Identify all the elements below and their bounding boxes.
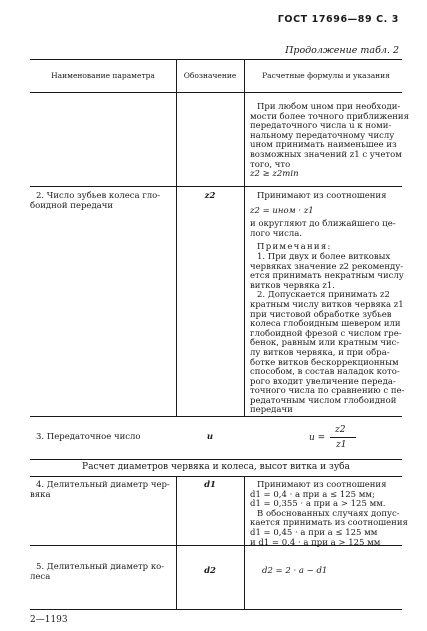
text-line: вяка <box>30 489 51 500</box>
row2-formula-lhs: u = <box>309 433 326 443</box>
text-line: того, что <box>250 159 291 170</box>
formula-line: d1 = 0,45 · a при a ≤ 125 мм <box>250 527 378 538</box>
row4-name-cell <box>30 563 176 582</box>
row-divider-0 <box>30 186 402 187</box>
text-line: рого входит увеличение переда- <box>250 376 396 387</box>
text-line: бенок, равным или кратным чис- <box>250 338 400 349</box>
fraction-bar <box>330 437 356 438</box>
row1-formula-cell <box>250 191 405 416</box>
header-formulas: Расчетные формулы и указания <box>262 71 390 80</box>
column-divider-1 <box>176 59 177 416</box>
row2-symbol: u <box>206 432 214 442</box>
text-line: при чистовой обработке зубьев <box>250 309 392 320</box>
header-symbol: Обозначение <box>183 71 237 80</box>
text-line: колеса глобоидным шевером или <box>250 319 401 330</box>
text-line: ется принимать некратным числу <box>250 271 404 282</box>
text-line: кается принимать из соотношения <box>250 518 408 529</box>
standard-number: ГОСТ 17696—89 С. 3 <box>277 14 399 25</box>
text-line: 4. Делительный диаметр чер- <box>36 480 170 490</box>
text-line: витков червяка z1. <box>250 280 335 291</box>
column-divider-1b <box>176 476 177 609</box>
row3-symbol: d1 <box>204 480 216 490</box>
row4-formula: d2 = 2 · a − d1 <box>262 566 328 576</box>
text-line: При любом uном при необходи- <box>257 102 401 112</box>
text-line: лу витков червяка, и при обра- <box>250 347 390 358</box>
header-parameter-name: Наименование параметра <box>51 71 155 80</box>
text-line: леса <box>30 571 51 582</box>
notes-heading: Примечания: <box>257 242 332 253</box>
formula-line: d1 = 0,4 · a при a ≤ 125 мм; <box>250 489 375 500</box>
text-line: возможных значений z1 с учетом <box>250 149 402 160</box>
text-line: кратным числу витков червяка z1 <box>250 299 404 310</box>
text-line: червяках значение z2 рекоменду- <box>250 261 404 272</box>
table-bottom-border <box>30 609 402 610</box>
text-line: точного числа по сравнению с пе- <box>250 386 405 397</box>
header-bottom-border <box>30 92 402 93</box>
text-line: uном принимать наименьшее из <box>250 140 397 151</box>
row-divider-1 <box>30 416 402 417</box>
text-line: редаточным числом глобоидной <box>250 395 397 406</box>
row2-name: 3. Передаточное число <box>36 432 141 442</box>
column-divider-2b <box>244 476 245 609</box>
row1-symbol: z2 <box>204 191 216 201</box>
row2-formula-numerator: z2 <box>335 425 346 435</box>
row0-formula-cell <box>250 102 409 180</box>
row3-name-cell <box>30 481 176 500</box>
text-line: Принимают из соотношения <box>257 191 387 201</box>
row2-formula-denominator: z1 <box>336 440 347 450</box>
text-line: и округляют до ближайшего це- <box>250 219 396 230</box>
text-line: глобоидной фрезой с числом гре- <box>250 328 402 339</box>
text-line: ботке витков бескоррекционным <box>250 357 399 368</box>
text-line: В обоснованных случаях допус- <box>257 508 400 519</box>
formula-line: и d1 = 0,4 · a при a > 125 мм <box>250 537 381 548</box>
formula-line: z2 = uном · z1 <box>250 205 314 216</box>
text-line: передаточного числа u к номи- <box>250 121 392 132</box>
formula-line: z2 ≥ z2min <box>250 169 299 180</box>
row-divider-2 <box>30 459 402 460</box>
text-line: 2. Допускается принимать z2 <box>257 290 390 301</box>
section-title: Расчет диаметров червяка и колеса, высот витка и зуба <box>82 462 350 472</box>
text-line: мости более точного приближения <box>250 111 409 122</box>
section-bottom-border <box>30 476 402 477</box>
text-line: Принимают из соотношения <box>257 480 387 490</box>
formula-line: d1 = 0,355 · a при a > 125 мм. <box>250 499 386 510</box>
table-top-border <box>30 59 402 60</box>
text-line: способом, в состав наладок кото- <box>250 367 400 378</box>
page-footer-code: 2—1193 <box>30 615 68 625</box>
text-line: 5. Делительный диаметр ко- <box>36 562 165 572</box>
text-line: 2. Число зубьев колеса гло- <box>36 191 161 201</box>
text-line: передачи <box>250 405 293 416</box>
row1-name-cell <box>30 192 176 211</box>
text-line: лого числа. <box>250 228 303 239</box>
row3-formula-cell <box>250 480 408 548</box>
column-divider-2 <box>244 59 245 416</box>
row4-symbol: d2 <box>204 566 216 576</box>
text-line: боидной передачи <box>30 200 114 211</box>
table-continuation-caption: Продолжение табл. 2 <box>285 45 399 56</box>
text-line: нальному передаточному числу <box>250 130 395 141</box>
text-line: 1. При двух и более витковых <box>257 251 391 262</box>
